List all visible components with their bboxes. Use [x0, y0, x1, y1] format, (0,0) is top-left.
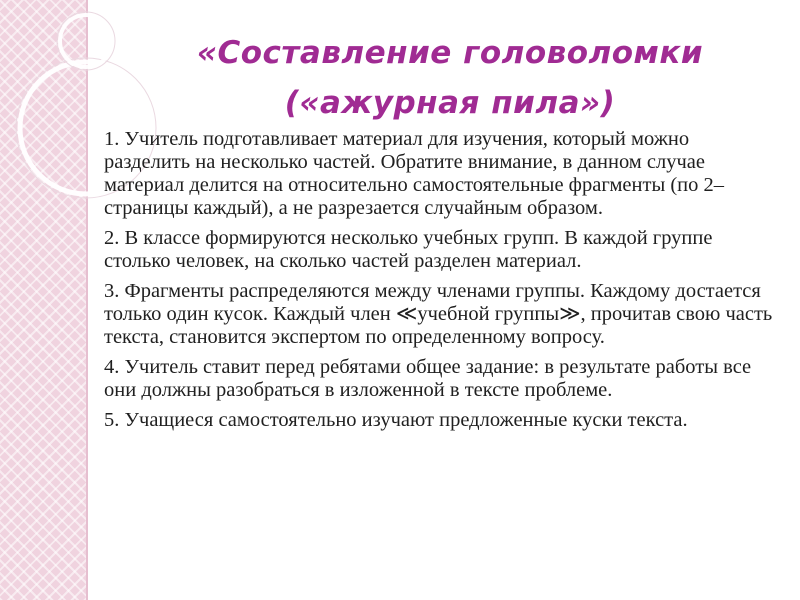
slide-title-line-1: «Составление головоломки	[196, 35, 704, 71]
paragraph-step-5: 5. Учащиеся самостоятельно изучают предложенные куски текста.	[104, 409, 688, 431]
slide-title	[140, 28, 760, 128]
paragraph-step-4: 4. Учитель ставит перед ребятами общее задание: в результате работы все они должны разобраться в изложенной в тексте проблеме.	[104, 356, 752, 401]
paragraph-step-2: 2. В классе формируются несколько учебных групп. В каждой группе столько человек, на сколько частей разделен материал.	[104, 227, 713, 272]
slide-body	[104, 128, 776, 439]
slide-title-line-2: («ажурная пила»)	[284, 85, 616, 121]
small-ring	[60, 15, 112, 67]
paragraph-step-1: 1. Учитель подготавливает материал для изучения, который можно разделить на несколько частей. Обратите внимание, в данном случае материал делится на относительно самостоятельные фрагменты (по 2– страницы каждый), а не разрезается случайным образом.	[104, 128, 725, 219]
paragraph-step-3: 3. Фрагменты распределяются между членами группы. Каждому достается только один кусок. Каждый член ≪учебной группы≫, прочитав свою часть текста, становится экспертом по определенному вопросу.	[104, 280, 773, 348]
